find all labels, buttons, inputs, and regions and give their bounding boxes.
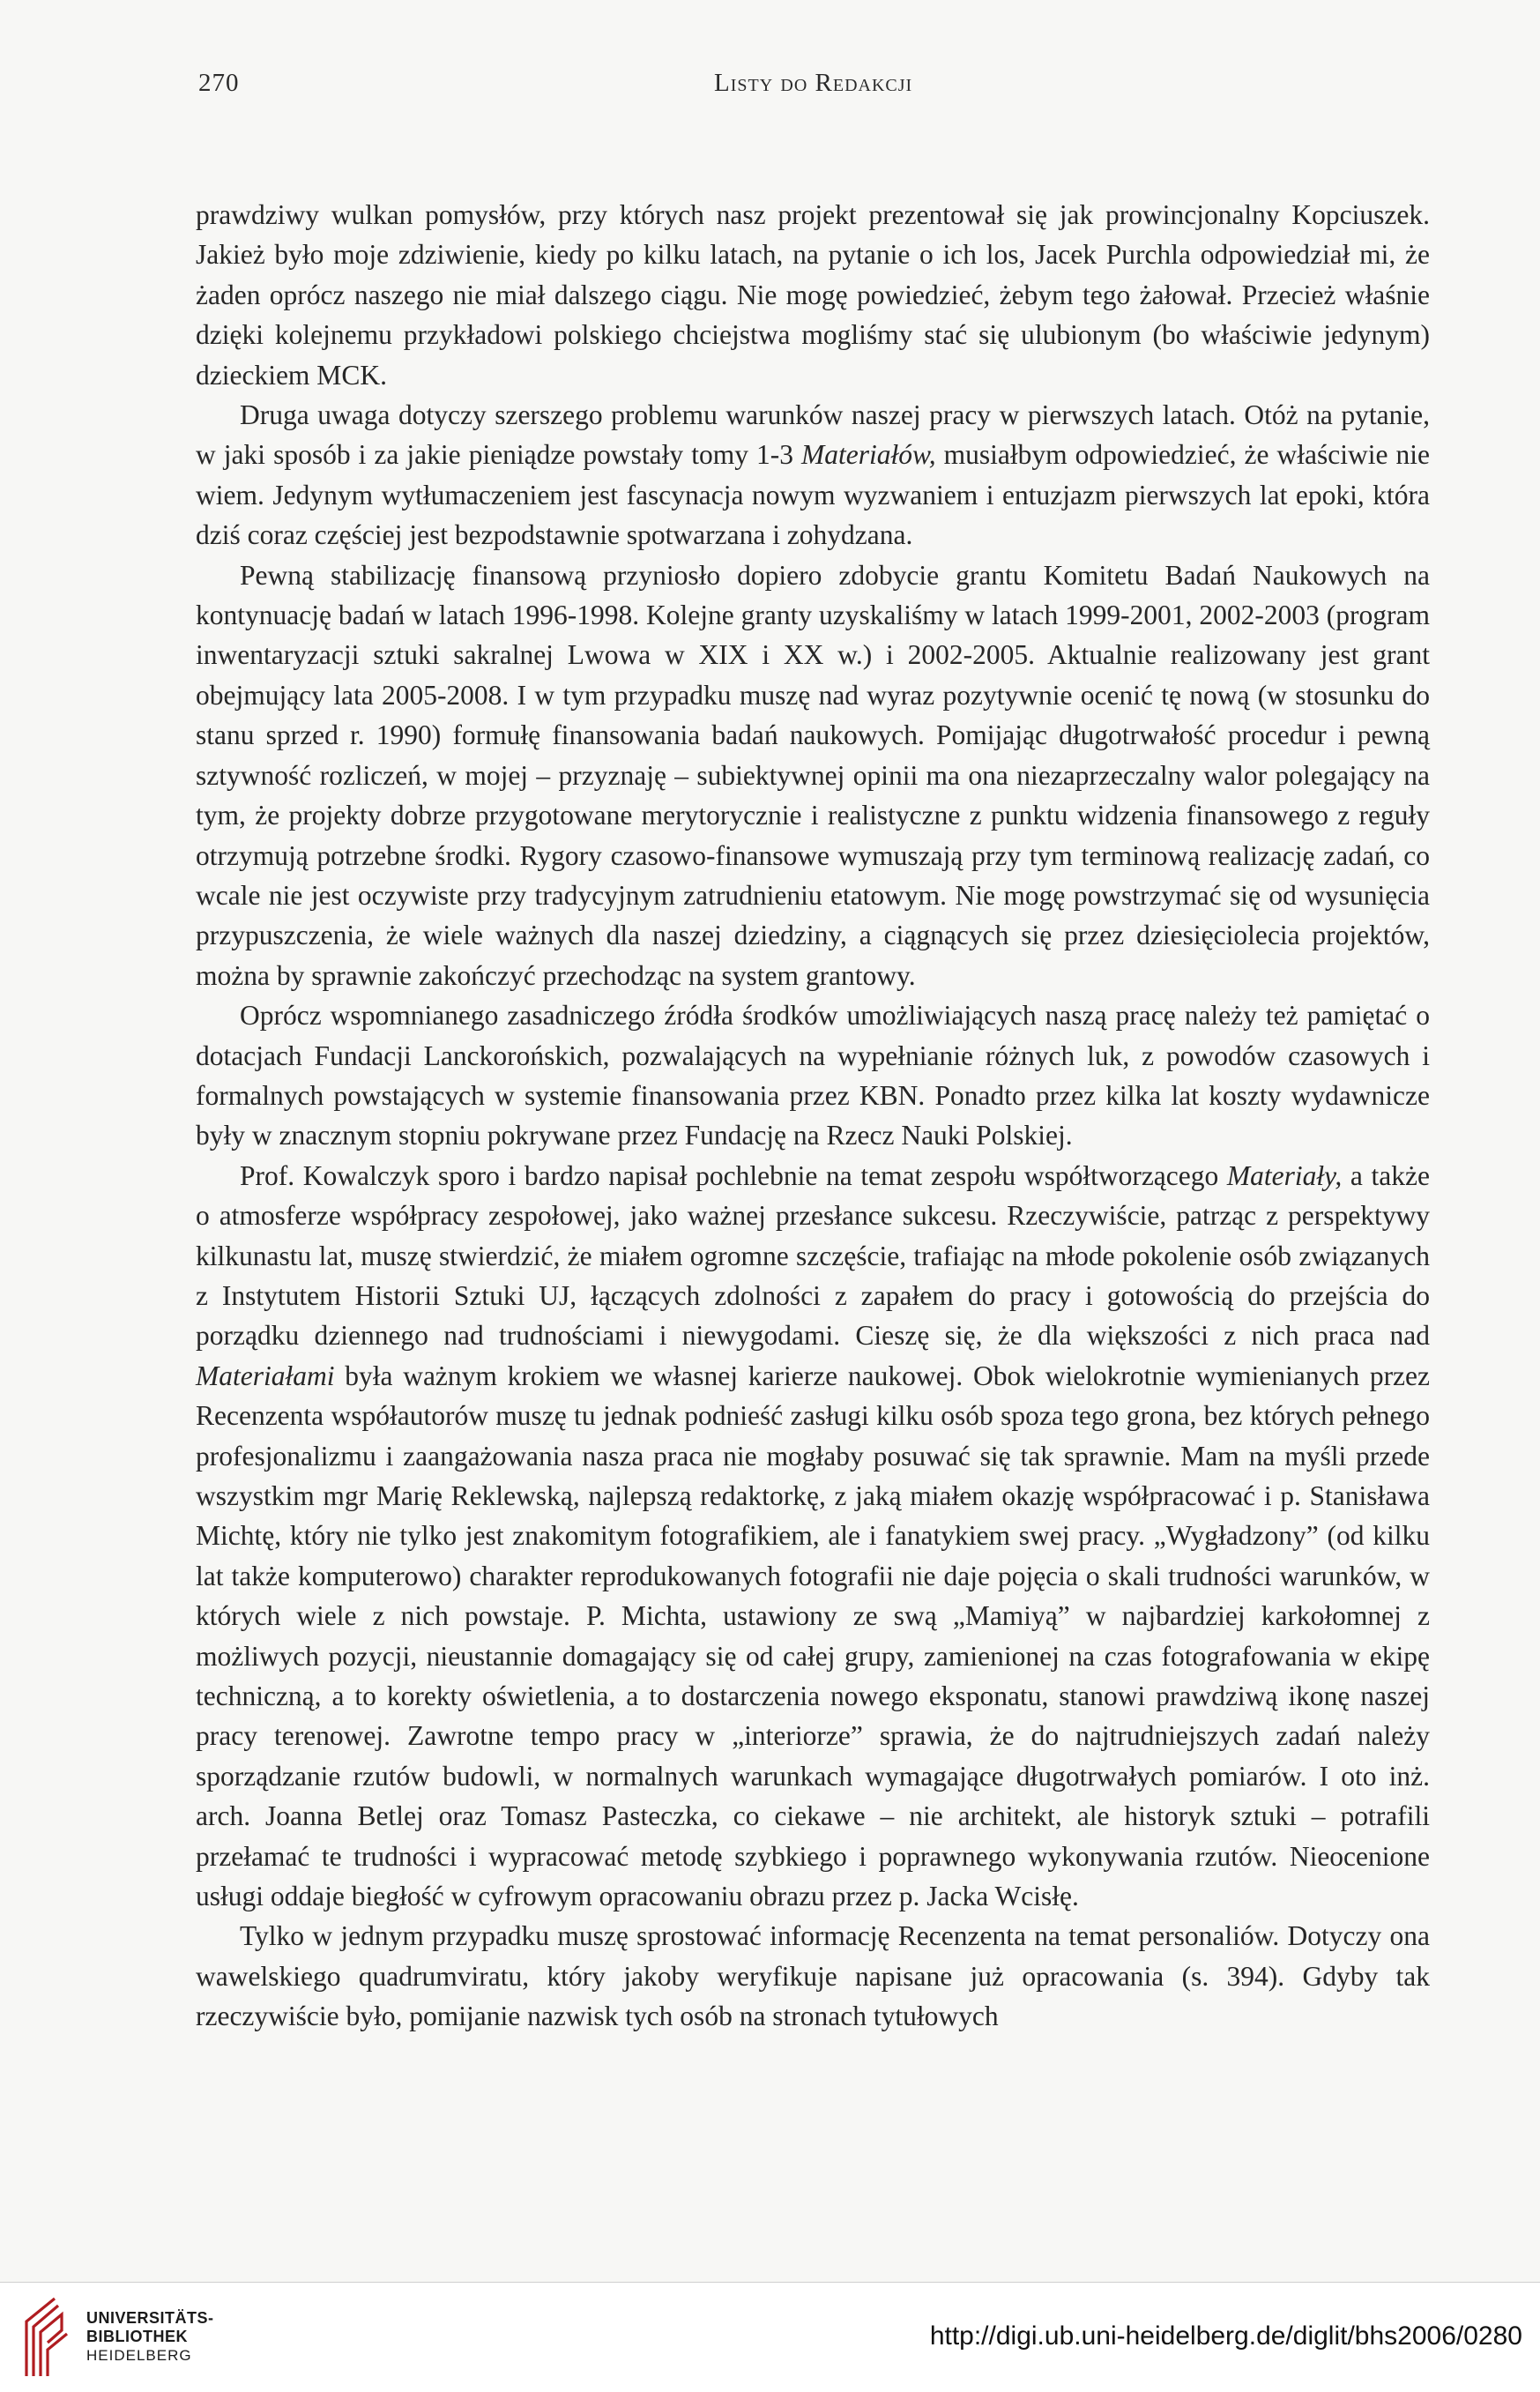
text-run: Prof. Kowalczyk sporo i bardzo napisał pochlebnie na temat zespołu współtworzącego <box>240 1159 1227 1191</box>
library-name-line3: HEIDELBERG <box>86 2347 192 2364</box>
text-run: Druga uwaga dotyczy szerszego problemu warunków naszej pracy w pierwszych latach. Otóż na pytanie, w jaki sposób i za jakie pieniądze powstały tomy 1-3 <box>196 399 1430 471</box>
paragraph <box>196 195 1430 395</box>
library-name <box>86 2309 214 2365</box>
paragraph <box>196 1916 1430 2036</box>
paragraph <box>196 555 1430 995</box>
paragraph <box>196 995 1430 1156</box>
text-run: Pewną stabilizację finansową przyniosło dopiero zdobycie grantu Komitetu Badań Naukowych na kontynuację badań w latach 1996-1998. Kolejne granty uzyskaliśmy w latach 1999-2001, 2002-2003 (program inwentaryzacji sztuki sakralnej Lwowa w XIX i XX w.) i 2002-2005. Aktualnie realizowany jest grant obejmujący lata 2005-2008. I w tym przypadku muszę nad wyraz pozytywnie ocenić tę nową (w stosunku do stanu sprzed r. 1990) formułę finansowania badań naukowych. Pomijając długotrwałość procedur i pewną sztywność rozliczeń, w mojej – przyznaję – subiektywnej opinii ma ona niezaprzeczalny walor polegający na tym, że projekty dobrze przygotowane merytorycznie i realistyczne z punktu widzenia finansowego z reguły otrzymują potrzebne środki. Rygory czasowo-finansowe wymuszają przy tym terminową realizację zadań, co wcale nie jest oczywiste przy tradycyjnym zatrudnieniu etatowym. Nie mogę powstrzymać się od wysunięcia przypuszczenia, że wiele ważnych dla naszej dziedziny, a ciągnących się przez dziesięciolecia projektów, można by sprawnie zakończyć przechodząc na system grantowy. <box>196 559 1430 991</box>
text-run: musiałbym odpowiedzieć, że właściwie nie wiem. Jedynym wytłumaczeniem jest fascynacja nowym wyzwaniem i entuzjazm pierwszych lat epoki, która dziś coraz częściej jest bezpodstawnie spotwarzana i zohydzana. <box>196 439 1430 551</box>
library-name-line2: BIBLIOTHEK <box>86 2328 188 2345</box>
running-title: Listy do Redakcji <box>714 69 913 97</box>
text-run: prawdziwy wulkan pomysłów, przy których nasz projekt prezentował się jak prowincjonalny Kopciuszek. Jakież było moje zdziwienie, kiedy po kilku latach, na pytanie o ich los, Jacek Purchla odpowiedział mi, że żaden oprócz naszego nie miał dalszego ciągu. Nie mogę powiedzieć, żebym tego żałował. Przecież właśnie dzięki kolejnemu przykładowi polskiego chciejstwa mogliśmy stać się ulubionym (bo właściwie jedynym) dzieckiem MCK. <box>196 199 1430 391</box>
paragraph <box>196 1156 1430 1917</box>
text-run: a także o atmosferze współpracy zespołowej, jako ważnej przesłance sukcesu. Rzeczywiście, patrząc z perspektywy kilkunastu lat, muszę stwierdzić, że miałem ogromne szczęście, trafiając na młode pokolenie osób związanych z Instytutem Historii Sztuki UJ, łączących zdolności z zapałem do pracy i gotowością do przejścia do porządku dziennego nad trudnościami i niewygodami. Cieszę się, że dla większości z nich praca nad <box>196 1159 1430 1352</box>
text-run: była ważnym krokiem we własnej karierze naukowej. Obok wielokrotnie wymienianych przez Recenzenta współautorów muszę tu jednak podnieść zasługi kilku osób spoza tego grona, bez których pełnego profesjonalizmu i zaangażowania nasza praca nie mogłaby posuwać się tak sprawnie. Mam na myśli przede wszystkim mgr Marię Reklewską, najlepszą redaktorkę, z jaką miałem okazję współpracować i p. Stanisława Michtę, który nie tylko jest znakomitym fotografikiem, ale i fanatykiem swej pracy. „Wygładzony” (od kilku lat także komputerowo) charakter reprodukowanych fotografii nie daje pojęcia o skali trudności warunków, w których wiele z nich powstaje. P. Michta, ustawiony ze swą „Mamiyą” w najbardziej karkołomnej z możliwych pozycji, nieustannie domagający się od całej grupy, zamienionej na czas fotografowania w ekipę techniczną, a to korekty oświetlenia, a to dostarczenia nowego eksponatu, stanowi prawdziwą ikonę naszej pracy terenowej. Zawrotne tempo pracy w „interiorze” sprawia, że do najtrudniejszych zadań należy sporządzanie rzutów budowli, w normalnych warunkach wymagające długotrwałych pomiarów. I oto inż. arch. Joanna Betlej oraz Tomasz Pasteczka, co ciekawe – nie architekt, ale historyk sztuki – potrafili przełamać te trudności i wypracować metodę szybkiego i poprawnego wykonywania rzutów. Nieocenione usługi oddaje biegłość w cyfrowym opracowaniu obrazu przez p. Jacka Wcisłę. <box>196 1360 1430 1912</box>
source-url-link[interactable]: http://digi.ub.uni-heidelberg.de/diglit/bhs2006/0280 <box>929 2321 1522 2351</box>
text-run: Oprócz wspomnianego zasadniczego źródła środków umożliwiających naszą pracę należy też pamiętać o dotacjach Fundacji Lanckorońskich, pozwalających na wypełnianie różnych luk, z powodów czasowych i formalnych powstających w systemie finansowania przez KBN. Ponadto przez kilka lat koszty wydawnicze były w znacznym stopniu pokrywane przez Fundację na Rzecz Nauki Polskiej. <box>196 1000 1430 1151</box>
body-text <box>196 195 1430 2037</box>
italic-title-run: Materiałami <box>196 1360 335 1391</box>
text-run: Tylko w jednym przypadku muszę sprostować informację Recenzenta na temat personaliów. Dotyczy ona wawelskiego quadrumviratu, który jakoby weryfikuje napisane już opracowania (s. 394). Gdyby tak rzeczywiście było, pomijanie nazwisk tych osób na stronach tytułowych <box>196 1920 1430 2032</box>
italic-title-run: Materiałów, <box>801 439 936 471</box>
paragraph <box>196 395 1430 555</box>
page-number: 270 <box>198 69 240 97</box>
italic-title-run: Materiały, <box>1226 1159 1343 1191</box>
heidelberg-library-logo-icon[interactable] <box>19 2295 72 2380</box>
running-head <box>198 69 1432 104</box>
library-name-line1: UNIVERSITÄTS- <box>86 2309 214 2327</box>
footer-bar <box>0 2282 1540 2392</box>
